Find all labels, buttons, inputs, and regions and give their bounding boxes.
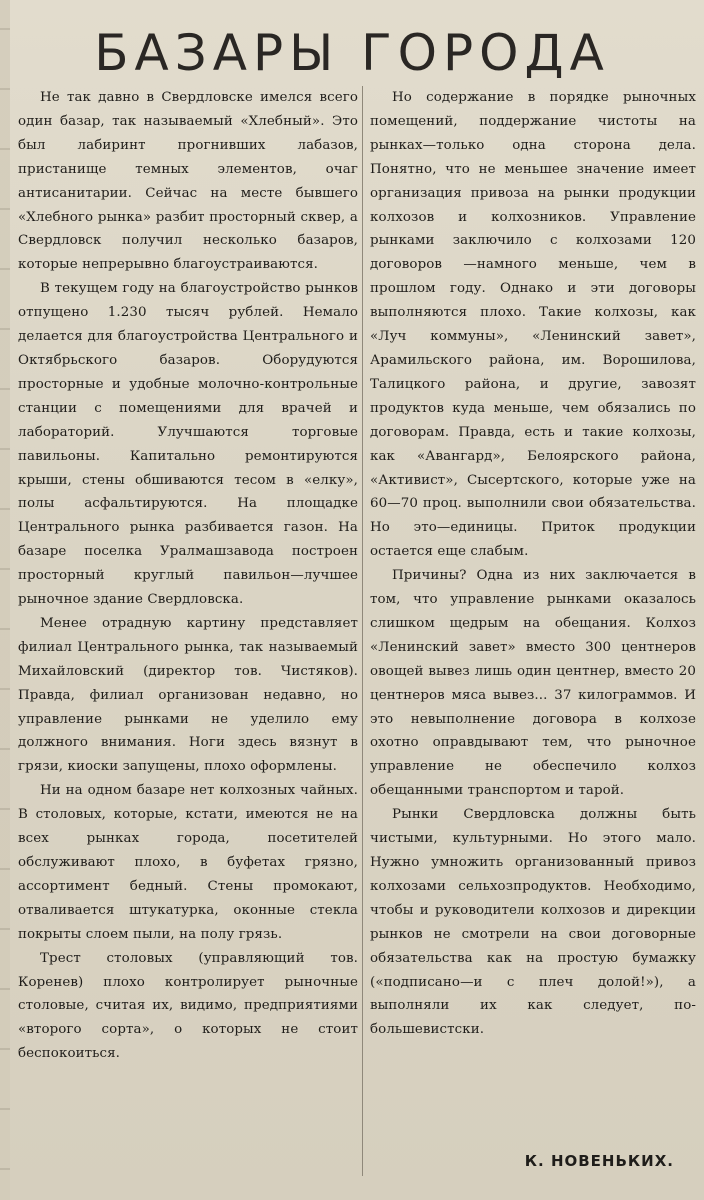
right-column [370,86,696,1042]
page-edge [0,0,10,1200]
paragraph: Трест столовых (управляющий тов. Коренев) плохо контролирует рыночные столовые, считая их, видимо, предприятиями «второго сорта», о которых не стоит беспокоиться. [18,950,358,1062]
paragraph: Менее отрадную картину представляет филиал Центрального рынка, так называемый Михайловский (директор тов. Чистяков). Правда, филиал организован недавно, но управление рынками не уделило ему должного внимания. Ноги здесь вязнут в грязи, киоски запущены, плохо оформлены. [18,615,358,775]
paragraph: Причины? Одна из них заключается в том, что управление рынками оказалось слишком щедрым на обещания. Колхоз «Ленинский завет» вместо 300 центнеров овощей вывез лишь один центнер, вместо 20 центнеров мяса вывез... 37 килограммов. И это невыполнение договора в колхозе охотно оправдывают тем, что рыночное управление не обеспечило колхоз обещанными транспортом и тарой. [370,568,696,799]
left-column [18,86,358,1066]
paragraph: В текущем году на благоустройство рынков отпущено 1.230 тысяч рублей. Немало делается для благоустройства Центрального и Октябрьского базаров. Оборудуются просторные и удобные молочно-контрольные станции с помещениями для врачей и лабораторий. Улучшаются торговые павильоны. Капитально ремонтируются крыши, стены обшиваются тесом в «елку», полы асфальтируются. На площадке Центрального рынка разбивается газон. На базаре поселка Уралмашзавода построен просторный круглый павильон—лучшее рыночное здание Свердловска. [18,281,358,608]
paragraph: Ни на одном базаре нет колхозных чайных. В столовых, которые, кстати, имеются не на всех рынках города, посетителей обслуживают плохо, в буфетах грязно, ассортимент бедный. Стены промокают, отваливается штукатурка, оконные стекла покрыты слоем пыли, на полу грязь. [18,783,358,942]
article-title: БАЗАРЫ ГОРОДА [94,24,610,82]
author-signature: К. НОВЕНЬКИХ. [524,1152,674,1170]
paragraph: Рынки Свердловска должны быть чистыми, культурными. Но этого мало. Нужно умножить организованный привоз колхозами сельхозпродуктов. Необходимо, чтобы и руководители колхозов и дирекции рынков не смотрели на свои договорные обязательства как на простую бумажку («подписано—и с плеч долой!»), а выполняли их как следует, по-большевистски. [370,807,696,1038]
paragraph: Но содержание в порядке рыночных помещений, поддержание чистоты на рынках—только одна сторона дела. Понятно, что не меньшее значение имеет организация привоза на рынки продукции колхозов и колхозников. Управление рынками заключило с колхозами 120 договоров —намного меньше, чем в прошлом году. Однако и эти договоры выполняются плохо. Такие колхозы, как «Луч коммуны», «Ленинский завет», Арамильского района, им. Ворошилова, Талицкого района, и другие, завозят продуктов куда меньше, чем обязались по договорам. Правда, есть и такие колхозы, как «Авангард», Белоярского района, «Активист», Сысертского, которые уже на 60—70 проц. выполнили свои обязательства. Но это—единицы. Приток продукции остается еще слабым. [370,90,696,560]
paragraph: Не так давно в Свердловске имелся всего один базар, так называемый «Хлебный». Это был лабиринт прогнивших лабазов, пристанище темных элементов, очаг антисанитарии. Сейчас на месте бывшего «Хлебного рынка» разбит просторный сквер, а Свердловск получил несколько базаров, которые непрерывно благоустраиваются. [18,90,358,273]
column-divider [362,86,363,1176]
